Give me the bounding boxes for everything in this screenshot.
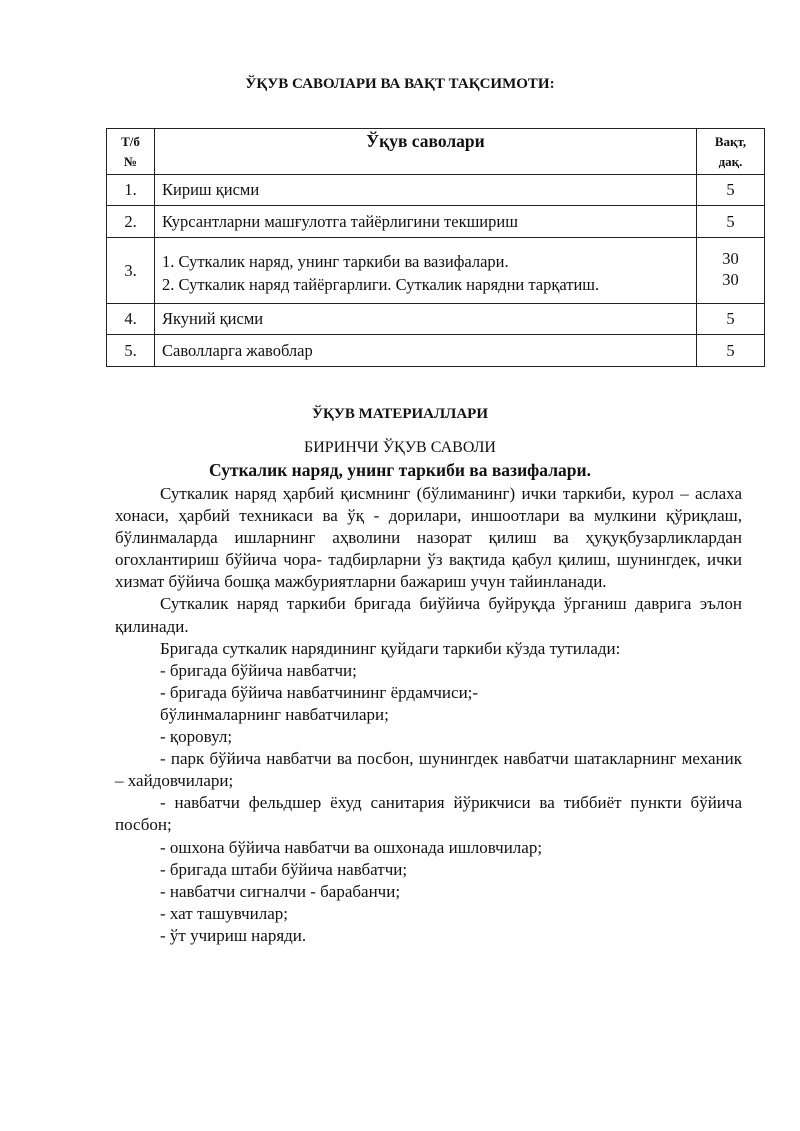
row-question-line1: 1. Суткалик наряд, унинг таркиби ва вазифалари.: [162, 251, 509, 271]
list-item: - ўт учириш наряди.: [160, 925, 307, 945]
table-row: [107, 206, 765, 238]
materials-title: ЎҚУВ МАТЕРИАЛЛАРИ: [311, 406, 488, 422]
section-heading: Суткалик наряд, унинг таркиби ва вазифалари.: [209, 460, 591, 480]
list-item: - ошхона бўйича навбатчи ва ошхонада ишловчилар;: [160, 837, 543, 857]
list-item: - бригада штаби бўйича навбатчи;: [160, 859, 408, 879]
paragraph: Суткалик наряд таркиби бригада биўйича буйруқда ўрганиш даврига эълон қилинади.: [115, 594, 742, 636]
schedule-title: ЎҚУВ САВОЛАРИ ВА ВАҚТ ТАҚСИМОТИ:: [245, 76, 555, 92]
table-row: [107, 304, 765, 335]
row-time: 5: [697, 304, 765, 335]
list-item: - навбатчи фельдшер ёхуд санитария йўрикчиси ва тиббиёт пункти бўйича посбон;: [115, 793, 742, 835]
table-row: [107, 335, 765, 367]
header-number: [107, 129, 155, 175]
row-question-line2: 2. Суткалик наряд тайёргарлиги. Суткалик нарядни тарқатиш.: [162, 274, 600, 294]
header-questions: Ўқув саволари: [155, 129, 697, 175]
row-question: [155, 238, 697, 304]
paragraph: Суткалик наряд ҳарбий қисмнинг (бўлиманинг) ички таркиби, курол – аслаха хонаси, ҳарбий техникаси ва ўқ - дорилари, иншоотлари ва мулкини қўриқлаш, бўлинмаларда ишларнинг аҳволини назорат қилиш ва ҳуқуқбузарликлардан огохлантириш бўйича чора- тадбирларни ўз вақтида қабул қилиш, шунингдек, ички хизмат бўйича бошқа мажбуриятларни бажариш учун тайинланади.: [115, 484, 742, 592]
table-header-row: [107, 129, 765, 175]
row-time-line2: 30: [722, 270, 739, 289]
list-item: - хат ташувчилар;: [160, 903, 289, 923]
list-item: - парк бўйича навбатчи ва посбон, шунингдек навбатчи шатакларнинг механик – хайдовчилари;: [115, 749, 742, 791]
row-question: Кириш қисми: [155, 175, 697, 206]
row-question: Саволларга жавоблар: [155, 335, 697, 367]
schedule-table: [106, 128, 765, 367]
materials-subtitle: БИРИНЧИ ЎҚУВ САВОЛИ: [304, 439, 496, 456]
row-time: [697, 238, 765, 304]
list-item: - навбатчи сигналчи - барабанчи;: [160, 881, 401, 901]
list-item: - бригада бўйича навбатчи;: [160, 660, 357, 680]
table-row: [107, 175, 765, 206]
row-number: 3.: [107, 238, 155, 304]
header-number-line2: №: [123, 153, 138, 169]
list-item: бўлинмаларнинг навбатчилари;: [160, 704, 389, 724]
row-time-line1: 30: [722, 249, 739, 268]
header-number-line1: Т/б: [121, 133, 140, 149]
list-item: - қоровул;: [160, 727, 233, 747]
row-time: 5: [697, 175, 765, 206]
row-number: 1.: [107, 175, 155, 206]
row-question: Якуний қисми: [155, 304, 697, 335]
header-time-line1: Вақт,: [714, 133, 747, 149]
table-row: [107, 238, 765, 304]
row-number: 2.: [107, 206, 155, 238]
header-time-line2: дақ.: [718, 153, 743, 169]
materials-body: [115, 483, 742, 947]
row-question: Курсантларни машғулотга тайёрлигини текшириш: [155, 206, 697, 238]
header-time: [697, 129, 765, 175]
row-time: 5: [697, 335, 765, 367]
row-time: 5: [697, 206, 765, 238]
row-number: 5.: [107, 335, 155, 367]
row-number: 4.: [107, 304, 155, 335]
paragraph: Бригада суткалик нарядининг қуйдаги таркиби кўзда тутилади:: [160, 638, 621, 658]
list-item: - бригада бўйича навбатчининг ёрдамчиси;-: [160, 682, 479, 702]
